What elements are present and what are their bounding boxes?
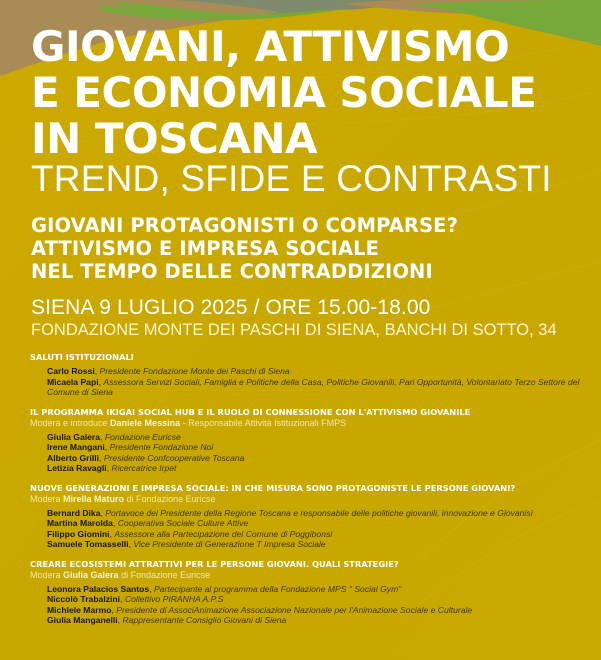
- speaker-role: Cooperativa Sociale Culture Attive: [117, 518, 249, 528]
- speaker: Niccolò Trabalzini, Collettivo PIRANHA A.P.S: [47, 594, 224, 604]
- section-title: NUOVE GENERAZIONI E IMPRESA SOCIALE: IN CHE MISURA SONO PROTAGONISTE LE PERSONE GIOVANI?: [30, 482, 516, 493]
- event-date-time: SIENA 9 LUGLIO 2025 / ORE 15.00-18.00: [31, 296, 431, 319]
- program-section: [30, 559, 590, 626]
- speaker: Carlo Rossi, Presidente Fondazione Monte dei Paschi di Siena: [47, 366, 290, 376]
- speaker-name: Micaela Papi: [47, 376, 99, 387]
- speaker-name: Bernard Dika: [47, 507, 101, 518]
- speaker-name: Martina Marolda: [47, 518, 113, 528]
- speaker-role: Assessore alla Partecipazione del Comune di Poggibonsi: [114, 528, 333, 539]
- speaker: Giulia Manganelli, Rappresentante Consiglio Giovani di Siena: [47, 615, 287, 625]
- speaker: Leonora Palacios Santos, Partecipante al programma della Fondazione MPS " Social Gym": [47, 583, 402, 594]
- speaker-name: Giulia Manganelli: [47, 615, 118, 625]
- program-section: [30, 407, 590, 474]
- speaker-name: Michlele Marmo: [47, 604, 112, 615]
- section-title: CREARE ECOSISTEMI ATTRATTIVI PER LE PERSONE GIOVANI. QUALI STRATEGIE?: [30, 558, 399, 569]
- moderator-line: [30, 570, 590, 581]
- speaker: Martina Marolda, Cooperativa Sociale Culture Attive: [47, 518, 249, 528]
- speaker: Irene Mangani, Presidente Fondazione Noi: [47, 442, 214, 452]
- speaker-list: [47, 584, 590, 626]
- speaker: Letizia Ravagli, Ricercatrice Irpet: [47, 463, 177, 473]
- speaker-role: Presidente di AssociAnimazione Associazione Nazionale per l'Animazione Sociale e Culturale: [116, 604, 473, 615]
- title-line: GIOVANI, ATTIVISMO: [31, 22, 510, 71]
- moderator-prefix: Modera: [30, 569, 64, 580]
- section-title: SALUTI ISTITUZIONALI: [30, 352, 134, 362]
- tagline-line: NEL TEMPO DELLE CONTRADDIZIONI: [31, 260, 433, 283]
- event-subtitle: TREND, SFIDE E CONTRASTI: [31, 158, 552, 199]
- speaker-name: Alberto Grilli: [47, 452, 100, 463]
- title-line: IN TOSCANA: [31, 114, 317, 163]
- speaker-name: Irene Mangani: [47, 442, 105, 452]
- speaker-role: Ricercatrice Irpet: [111, 463, 177, 473]
- tagline-line: GIOVANI PROTAGONISTI O COMPARSE?: [31, 214, 458, 237]
- speaker-role: Presidente Confcooperative Toscana: [103, 452, 245, 463]
- speaker-role: Partecipante al programma della Fondazione MPS " Social Gym": [153, 583, 402, 594]
- speaker-name: Filippo Giomini: [47, 528, 110, 539]
- moderator-suffix: - Responsabile Attività Istituzionali FMPS: [180, 417, 347, 428]
- speaker-name: Letizia Ravagli: [47, 463, 107, 473]
- speaker-name: Carlo Rossi: [47, 366, 95, 376]
- moderator-line: [30, 494, 590, 505]
- speaker-name: Leonora Palacios Santos: [47, 583, 150, 594]
- tagline-line: ATTIVISMO E IMPRESA SOCIALE: [31, 237, 380, 260]
- speaker: Filippo Giomini, Assessore alla Partecipazione del Comune di Poggibonsi: [47, 528, 333, 539]
- program-section: [30, 352, 590, 398]
- speaker-name: Samuele Tomasselli: [47, 539, 129, 549]
- title-line: E ECONOMIA SOCIALE: [31, 68, 537, 117]
- speaker: Bernard Dika, Portavoce del Presidente della Regione Toscana e responsabile delle politiche giovanili, innovazione e Giovanisì: [47, 507, 534, 518]
- moderator-prefix: Modera: [30, 493, 64, 504]
- speaker: Samuele Tomasselli, Vice Presidente di Generazione T Impresa Sociale: [47, 539, 326, 549]
- moderator-suffix: di Fondazione Euricse: [124, 493, 216, 504]
- moderator-line: [30, 418, 590, 429]
- event-tagline: [31, 214, 458, 283]
- speaker-role: Presidente Fondazione Monte dei Paschi di Siena: [99, 366, 290, 376]
- speaker-list: [47, 432, 590, 474]
- moderator-name: Giulia Galera: [63, 569, 119, 580]
- section-title: IL PROGRAMMA IKIGAI SOCIAL HUB E IL RUOLO DI CONNESSIONE CON L'ATTIVISMO GIOVANILE: [30, 406, 471, 417]
- speaker-list: [47, 366, 590, 398]
- speaker-list: [47, 508, 590, 550]
- event-title: [31, 24, 536, 162]
- speaker: Michlele Marmo, Presidente di AssociAnimazione Associazione Nazionale per l'Animazione Sociale e Culturale: [47, 604, 473, 615]
- speaker-role: Collettivo PIRANHA A.P.S: [124, 594, 224, 604]
- speaker-role: Vice Presidente di Generazione T Impresa Sociale: [133, 539, 326, 549]
- speaker-role: Assessora Servizi Sociali, Famiglia e Politiche della Casa, Politiche Giovanili, Pari Opportunità, Volontariato Terzo Settore del Comune di Siena: [47, 376, 580, 397]
- moderator-name: Daniele Messina: [110, 417, 181, 428]
- moderator-name: Mirella Maturo: [63, 493, 125, 504]
- moderator-prefix: Modera e introduce: [30, 417, 111, 428]
- speaker-name: Giulia Galera: [47, 431, 101, 442]
- speaker: Giulia Galera, Fondazione Euricse: [47, 431, 181, 442]
- speaker-role: Portavoce del Presidente della Regione Toscana e responsabile delle politiche giovanili, innovazione e Giovanisì: [105, 507, 534, 518]
- speaker-role: Rappresentante Consiglio Giovani di Siena: [122, 615, 287, 625]
- speaker: Micaela Papi, Assessora Servizi Sociali, Famiglia e Politiche della Casa, Politiche Giovanili, Pari Opportunità, Volontariato Terzo Settore del Comune di Siena: [47, 376, 580, 397]
- speaker-name: Niccolò Trabalzini: [47, 594, 121, 604]
- event-venue: FONDAZIONE MONTE DEI PASCHI DI SIENA, BANCHI DI SOTTO, 34: [31, 321, 557, 339]
- moderator-suffix: di Fondazione Euricse: [118, 569, 211, 580]
- speaker-role: Fondazione Euricse: [104, 431, 181, 442]
- program-schedule: [30, 352, 590, 635]
- speaker-role: Presidente Fondazione Noi: [109, 442, 214, 452]
- program-section: [30, 483, 590, 550]
- speaker: Alberto Grilli, Presidente Confcooperative Toscana: [47, 452, 245, 463]
